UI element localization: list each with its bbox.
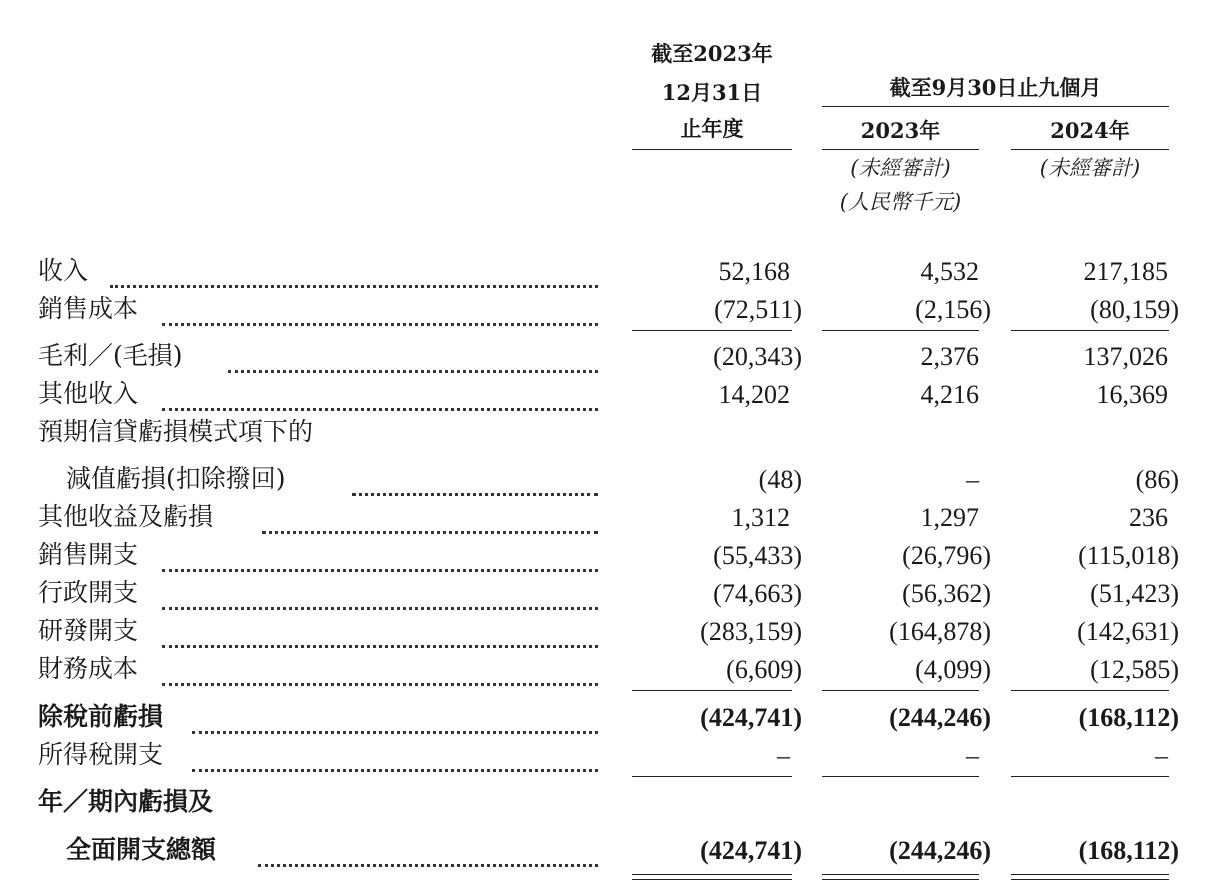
row-revenue-c3: 217,185	[1083, 257, 1168, 286]
group-header-title: 截至9月30日止九個月	[889, 75, 1102, 100]
col3-header-rule	[1011, 149, 1169, 150]
total-double-rule-c3	[1011, 874, 1169, 880]
subtotal-rule-c2	[822, 690, 979, 691]
row-admin-expenses-c2: (56,362)	[902, 579, 991, 608]
row-label-admin-expenses: 行政開支	[38, 578, 139, 607]
col1-header-line3: 止年度	[680, 116, 744, 141]
row-other-gains-c1: 1,312	[731, 503, 790, 532]
col1-header-line2: 12月31日	[661, 80, 763, 105]
row-label-loss-before-tax: 除稅前虧損	[38, 702, 164, 731]
row-other-income-c1: 14,202	[718, 380, 790, 409]
subtotal-rule-c3	[1011, 776, 1169, 777]
dot-leader	[352, 493, 598, 496]
row-label-other-gains: 其他收益及虧損	[38, 502, 214, 531]
row-impairment-c3: (86)	[1135, 465, 1179, 494]
col1-header-rule	[632, 149, 792, 150]
dot-leader	[192, 731, 598, 734]
row-loss-before-tax-c1: (424,741)	[700, 703, 802, 732]
row-finance-costs-c1: (6,609)	[726, 655, 802, 684]
row-cost-of-sales-c3: (80,159)	[1090, 295, 1179, 324]
col3-header-year: 2024年	[1050, 118, 1130, 143]
row-gross-profit-c1: (20,343)	[713, 342, 802, 371]
dot-leader	[162, 645, 598, 648]
row-total-comprehensive-c3: (168,112)	[1078, 836, 1179, 865]
row-label-selling-expenses: 銷售開支	[38, 540, 139, 569]
row-selling-expenses-c2: (26,796)	[902, 541, 991, 570]
subtotal-rule-c1	[632, 776, 792, 777]
row-admin-expenses-c3: (51,423)	[1090, 579, 1179, 608]
col2-currency-note: (人民幣千元)	[839, 190, 962, 214]
row-gross-profit-c2: 2,376	[920, 342, 979, 371]
row-label-gross-profit: 毛利／(毛損)	[38, 341, 183, 370]
row-label-other-income: 其他收入	[38, 379, 139, 408]
total-double-rule-c2	[822, 874, 979, 880]
dot-leader	[162, 683, 598, 686]
dot-leader	[258, 864, 598, 867]
col3-unaudited-note: (未經審計)	[1039, 156, 1141, 180]
col1-header-line1: 截至2023年	[651, 41, 773, 66]
row-income-tax-c1: –	[777, 741, 790, 770]
subtotal-rule-c3	[1011, 330, 1169, 331]
dot-leader	[228, 370, 598, 373]
row-total-comprehensive-c1: (424,741)	[700, 836, 802, 865]
row-other-gains-c3: 236	[1129, 503, 1168, 532]
dot-leader	[192, 769, 598, 772]
row-other-income-c2: 4,216	[920, 380, 979, 409]
col2-unaudited-note: (未經審計)	[850, 156, 951, 180]
row-impairment-c2: –	[966, 465, 979, 494]
row-label-cost-of-sales: 銷售成本	[38, 294, 139, 323]
subtotal-rule-c1	[632, 330, 792, 331]
subtotal-rule-c2	[822, 776, 979, 777]
dot-leader	[162, 569, 598, 572]
dot-leader	[110, 285, 598, 288]
row-selling-expenses-c1: (55,433)	[713, 541, 802, 570]
row-label-income-tax: 所得稅開支	[38, 740, 164, 769]
row-other-gains-c2: 1,297	[920, 503, 979, 532]
subtotal-rule-c2	[822, 330, 979, 331]
col2-header-year: 2023年	[860, 118, 941, 143]
row-income-tax-c3: –	[1155, 741, 1168, 770]
row-label-finance-costs: 財務成本	[38, 654, 139, 683]
row-cost-of-sales-c1: (72,511)	[714, 295, 802, 324]
row-other-income-c3: 16,369	[1096, 380, 1168, 409]
row-cost-of-sales-c2: (2,156)	[915, 295, 991, 324]
row-label-total-comprehensive: 全面開支總額	[66, 835, 217, 864]
row-label-ecl-line1: 預期信貸虧損模式項下的	[38, 417, 314, 446]
row-loss-before-tax-c3: (168,112)	[1078, 703, 1179, 732]
row-loss-before-tax-c2: (244,246)	[889, 703, 991, 732]
group-header-rule	[822, 106, 1169, 107]
row-label-revenue: 收入	[38, 256, 89, 285]
col2-header-rule	[822, 149, 979, 150]
row-admin-expenses-c1: (74,663)	[713, 579, 802, 608]
row-income-tax-c2: –	[966, 741, 979, 770]
row-label-total-loss-line1: 年／期內虧損及	[38, 787, 214, 816]
row-gross-profit-c3: 137,026	[1083, 342, 1168, 371]
dot-leader	[262, 531, 598, 534]
subtotal-rule-c3	[1011, 690, 1169, 691]
row-revenue-c2: 4,532	[920, 257, 979, 286]
row-impairment-c1: (48)	[758, 465, 802, 494]
dot-leader	[162, 323, 598, 326]
row-label-impairment: 減值虧損(扣除撥回)	[66, 464, 286, 493]
row-finance-costs-c2: (4,099)	[915, 655, 991, 684]
row-rnd-expenses-c2: (164,878)	[889, 617, 991, 646]
row-label-rnd-expenses: 研發開支	[38, 616, 139, 645]
row-revenue-c1: 52,168	[718, 257, 790, 286]
row-total-comprehensive-c2: (244,246)	[889, 836, 991, 865]
row-rnd-expenses-c1: (283,159)	[700, 617, 802, 646]
row-rnd-expenses-c3: (142,631)	[1077, 617, 1179, 646]
row-selling-expenses-c3: (115,018)	[1078, 541, 1179, 570]
row-finance-costs-c3: (12,585)	[1090, 655, 1179, 684]
subtotal-rule-c1	[632, 690, 792, 691]
dot-leader	[162, 607, 598, 610]
dot-leader	[162, 408, 598, 411]
total-double-rule-c1	[632, 874, 792, 880]
